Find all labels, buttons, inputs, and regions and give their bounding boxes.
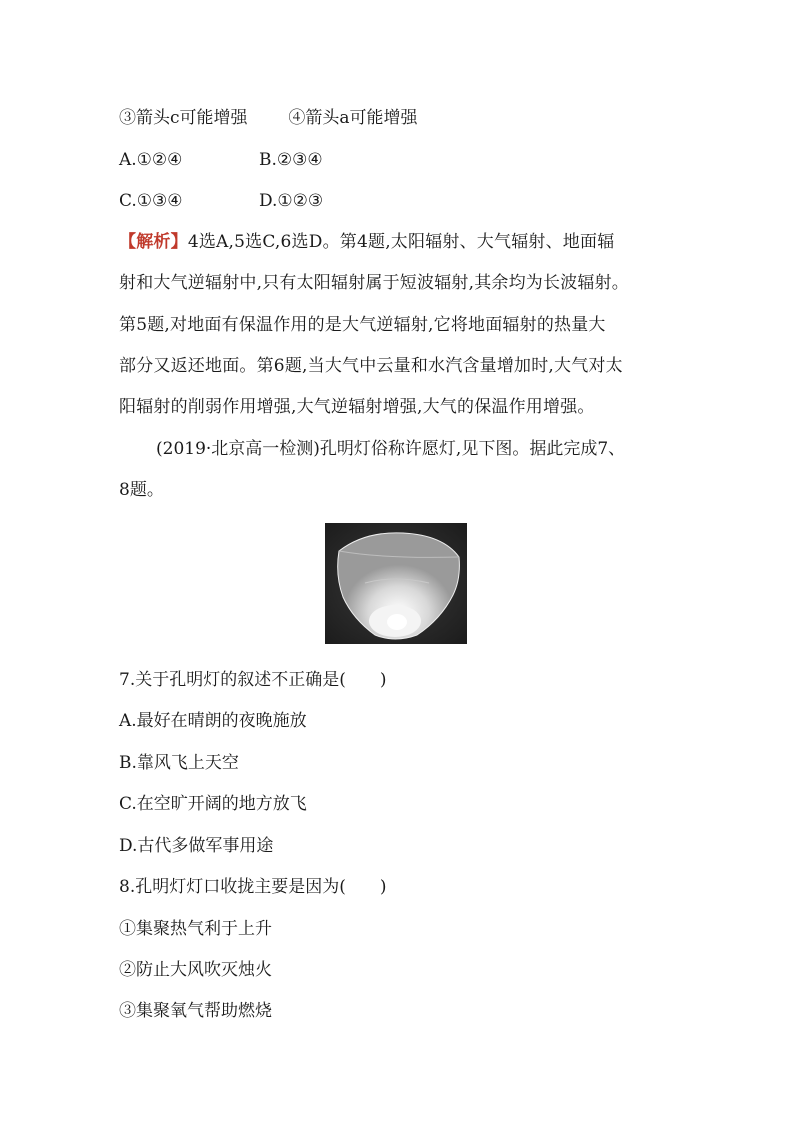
option-d: D.①②③: [259, 191, 324, 211]
q7-stem: 7.关于孔明灯的叙述不正确是( ): [119, 670, 387, 690]
option-b: B.②③④: [259, 150, 323, 170]
q7-option-c: C.在空旷开阔的地方放飞: [119, 794, 307, 814]
intro-line-2: 8题。: [119, 480, 164, 500]
statement-line: [119, 107, 417, 129]
q7-option-b: B.靠风飞上天空: [119, 753, 239, 773]
analysis-line-4: 部分又返还地面。第6题,当大气中云量和水汽含量增加时,大气对太: [119, 356, 623, 376]
intro-line-1: (2019·北京高一检测)孔明灯俗称许愿灯,见下图。据此完成7、: [156, 439, 626, 459]
analysis-line-2: 射和大气逆辐射中,只有太阳辐射属于短波辐射,其余均为长波辐射。: [119, 273, 630, 293]
analysis-text-1: 4选A,5选C,6选D。第4题,太阳辐射、大气辐射、地面辐: [187, 232, 615, 252]
q8-stem: 8.孔明灯灯口收拢主要是因为( ): [119, 877, 387, 897]
options-row-1: [119, 149, 323, 171]
analysis-tag: 【解析】: [119, 232, 188, 252]
option-a: A.①②④: [119, 150, 183, 170]
q7-option-a: A.最好在晴朗的夜晚施放: [119, 711, 307, 731]
q7-option-d: D.古代多做军事用途: [119, 836, 274, 856]
q8-statement-1: ①集聚热气利于上升: [119, 919, 272, 939]
sky-lantern-graphic: [325, 523, 467, 644]
analysis-line-1: [119, 231, 614, 253]
statement-3: ③箭头c可能增强: [119, 108, 248, 128]
analysis-line-3: 第5题,对地面有保温作用的是大气逆辐射,它将地面辐射的热量大: [119, 315, 606, 335]
sky-lantern-photo: [325, 523, 467, 644]
q8-statement-3: ③集聚氧气帮助燃烧: [119, 1001, 272, 1021]
analysis-line-5: 阳辐射的削弱作用增强,大气逆辐射增强,大气的保温作用增强。: [119, 397, 595, 417]
options-row-2: [119, 190, 324, 212]
statement-4: ④箭头a可能增强: [288, 108, 418, 128]
option-c: C.①③④: [119, 191, 183, 211]
q8-statement-2: ②防止大风吹灭烛火: [119, 960, 272, 980]
